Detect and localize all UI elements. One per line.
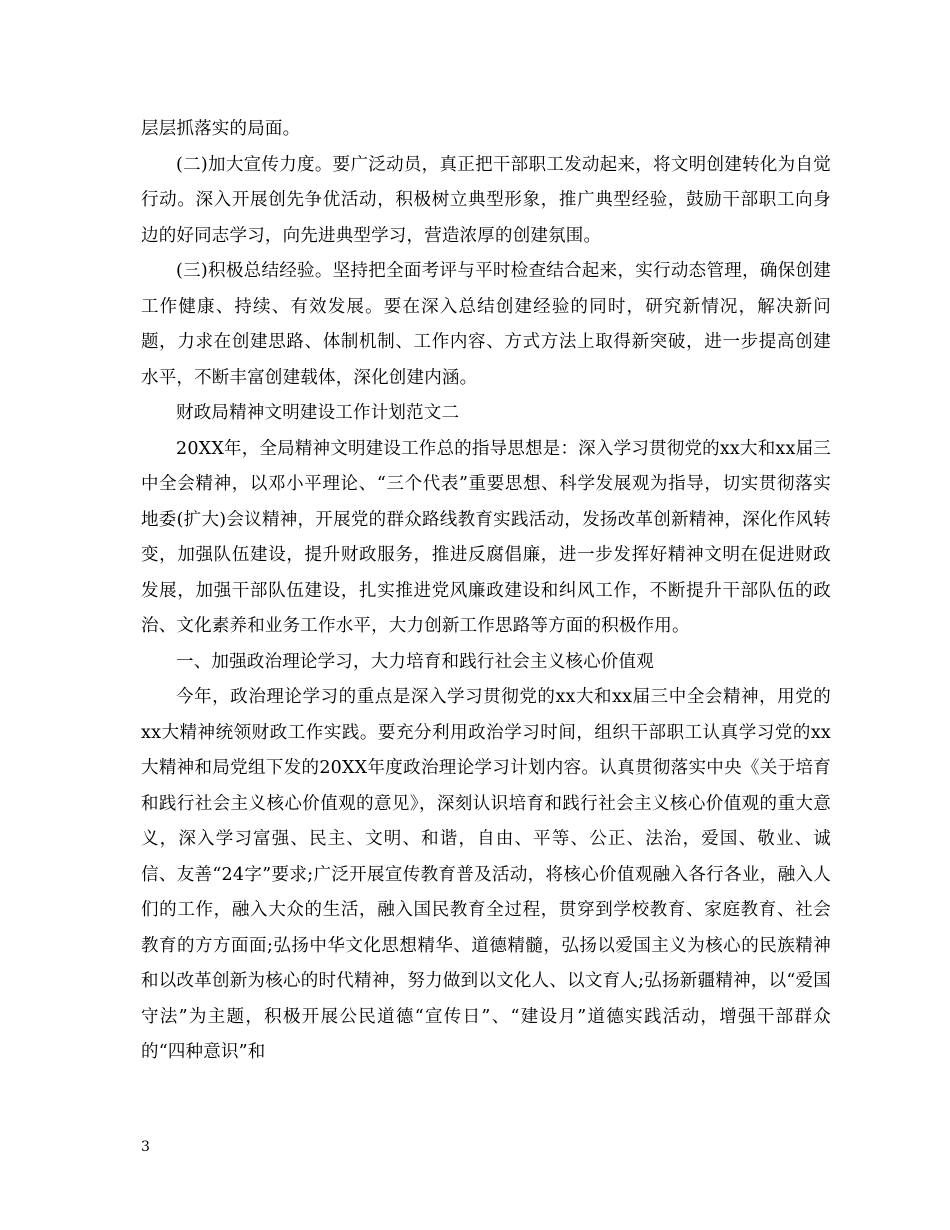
paragraph: (三)积极总结经验。坚持把全面考评与平时检查结合起来，实行动态管理，确保创建工作健康、持续、有效发展。要在深入总结创建经验的同时，研究新情况，解决新问题，力求在创建思路、体制机制、工作内容、方式方法上取得新突破，进一步提高创建水平，不断丰富创建载体，深化创建内涵。: [141, 261, 831, 388]
paragraph: 层层抓落实的局面。: [141, 119, 301, 139]
paragraph: (二)加大宣传力度。要广泛动员，真正把干部职工发动起来，将文明创建转化为自觉行动。深入开展创先争优活动，积极树立典型形象，推广典型经验，鼓励干部职工向身边的好同志学习，向先进典型学习，营造浓厚的创建氛围。: [141, 154, 831, 246]
paragraph: 今年，政治理论学习的重点是深入学习贯彻党的xx大和xx届三中全会精神，用党的xx大精神统领财政工作实践。要充分利用政治学习时间，组织干部职工认真学习党的xx大精神和局党组下发的20XX年度政治理论学习计划内容。认真贯彻落实中央《关于培育和践行社会主义核心价值观的意见》，深刻认识培育和践行社会主义核心价值观的重大意义，深入学习富强、民主、文明、和谐，自由、平等、公正、法治，爱国、敬业、诚信、友善“24字”要求;广泛开展宣传教育普及活动，将核心价值观融入各行各业，融入人们的工作，融入大众的生活，融入国民教育全过程，贯穿到学校教育、家庭教育、社会教育的方方面面;弘扬中华文化思想精华、道德精髓，弘扬以爱国主义为核心的民族精神和以改革创新为核心的时代精神，努力做到以文化人、以文育人;弘扬新疆精神，以“爱国守法”为主题，积极开展公民道德“宣传日”、“建设月”道德实践活动，增强干部群众的“四种意识”和: [141, 687, 831, 1062]
section-heading: 一、加强政治理论学习，大力培育和践行社会主义核心价值观: [176, 651, 654, 672]
section-heading: 财政局精神文明建设工作计划范文二: [176, 403, 460, 423]
paragraph: 20XX年，全局精神文明建设工作总的指导思想是：深入学习贯彻党的xx大和xx届三中全会精神，以邓小平理论、“三个代表”重要思想、科学发展观为指导，切实贯彻落实地委(扩大)会议精神，开展党的群众路线教育实践活动，发扬改革创新精神，深化作风转变，加强队伍建设，提升财政服务，推进反腐倡廉，进一步发挥好精神文明在促进财政发展，加强干部队伍建设，扎实推进党风廉政建设和纠风工作，不断提升干部队伍的政治、文化素养和业务工作水平，大力创新工作思路等方面的积极作用。: [141, 438, 831, 636]
document-body: [141, 112, 831, 1071]
page-number: 3: [141, 1139, 150, 1155]
